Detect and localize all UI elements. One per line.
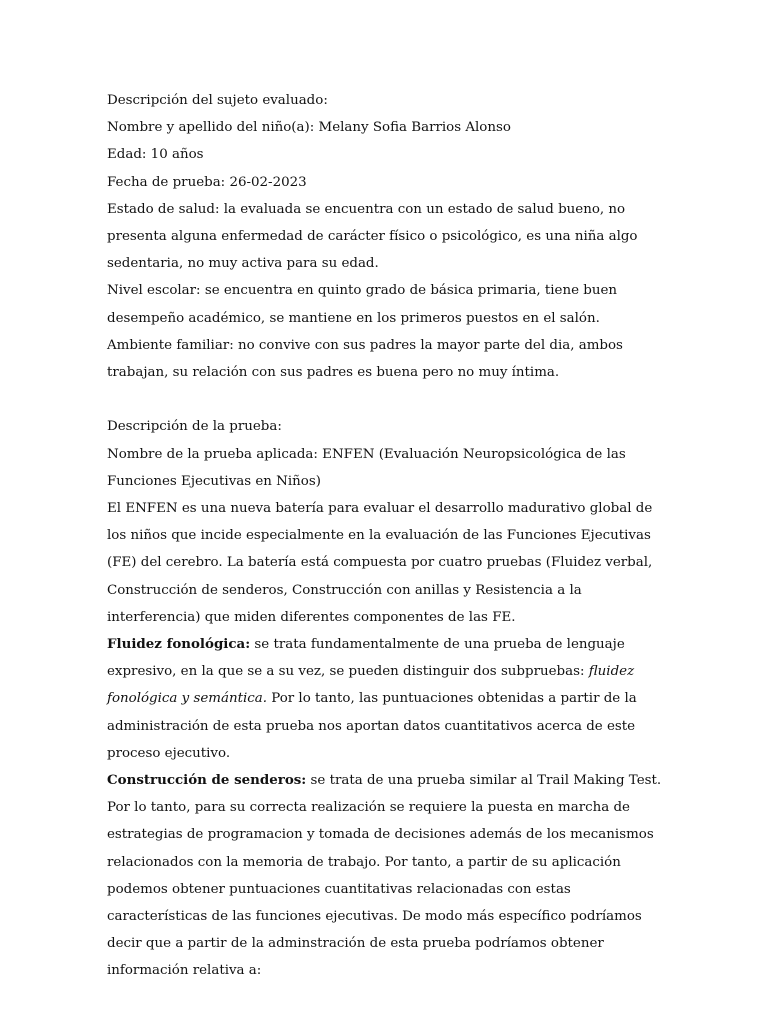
- subject-heading: Descripción del sujeto evaluado:: [107, 93, 328, 108]
- family-environment: Ambiente familiar: no convive con sus padres la mayor parte del dia, ambos trabajan, su relación con sus padres es buena pero no muy íntima.: [107, 337, 623, 381]
- trails-term: Construcción de senderos:: [107, 772, 307, 789]
- test-date: Fecha de prueba: 26-02-2023: [107, 174, 307, 190]
- fluency-text-after: Por lo tanto, las puntuaciones obtenidas a partir de la administración de esta prueba nos aportan datos cuantitativos acerca de este proceso ejecutivo.: [107, 691, 637, 761]
- fluency-text-before: se trata fundamentalmente de una prueba de lenguaje expresivo, en la que se a su vez, se pueden distinguir dos subpruebas:: [107, 637, 625, 680]
- subject-name: Nombre y apellido del niño(a): Melany Sofia Barrios Alonso: [107, 120, 511, 136]
- document-page: [107, 87, 667, 985]
- trails-paragraph: [107, 767, 667, 985]
- test-name: Nombre de la prueba aplicada: ENFEN (Evaluación Neuropsicológica de las Funciones Ejecutivas en Niños): [107, 446, 626, 489]
- subject-age: Edad: 10 años: [107, 147, 204, 163]
- school-level: Nivel escolar: se encuentra en quinto grado de básica primaria, tiene buen desempeño académico, se mantiene en los primeros puestos en el salón.: [107, 283, 618, 326]
- test-heading: Descripción de la prueba:: [107, 419, 282, 435]
- trails-text: se trata de una prueba similar al Trail Making Test. Por lo tanto, para su correcta realización se requiere la puesta en marcha de estrategias de programacion y tomada de decisiones además de los mecanismos relacionados con la memoria de trabajo. Por tanto, a partir de su aplicación podemos obtener puntuaciones cuantitativas relacionadas con estas características de las funciones ejecutivas. De modo más específico podríamos decir que a partir de la adminstración de esta prueba podríamos obtener información relativa a:: [107, 773, 662, 979]
- enfen-description: El ENFEN es una nueva batería para evaluar el desarrollo madurativo global de los niños que incide especialmente en la evaluación de las Funciones Ejecutivas (FE) del cerebro. La batería está compuesta por cuatro pruebas (Fluidez verbal, Construcción de senderos, Construcción con anillas y Resistencia a la interferencia) que miden diferentes componentes de las FE.: [107, 501, 653, 625]
- fluency-term: Fluidez fonológica:: [107, 636, 251, 653]
- blank-line: [107, 386, 667, 413]
- fluency-subtests: fluidez fonológica y semántica.: [107, 664, 635, 707]
- health-status: Estado de salud: la evaluada se encuentra con un estado de salud bueno, no presenta alguna enfermedad de carácter físico o psicológico, es una niña algo sedentaria, no muy activa para su edad.: [107, 201, 638, 272]
- fluency-paragraph: [107, 631, 667, 767]
